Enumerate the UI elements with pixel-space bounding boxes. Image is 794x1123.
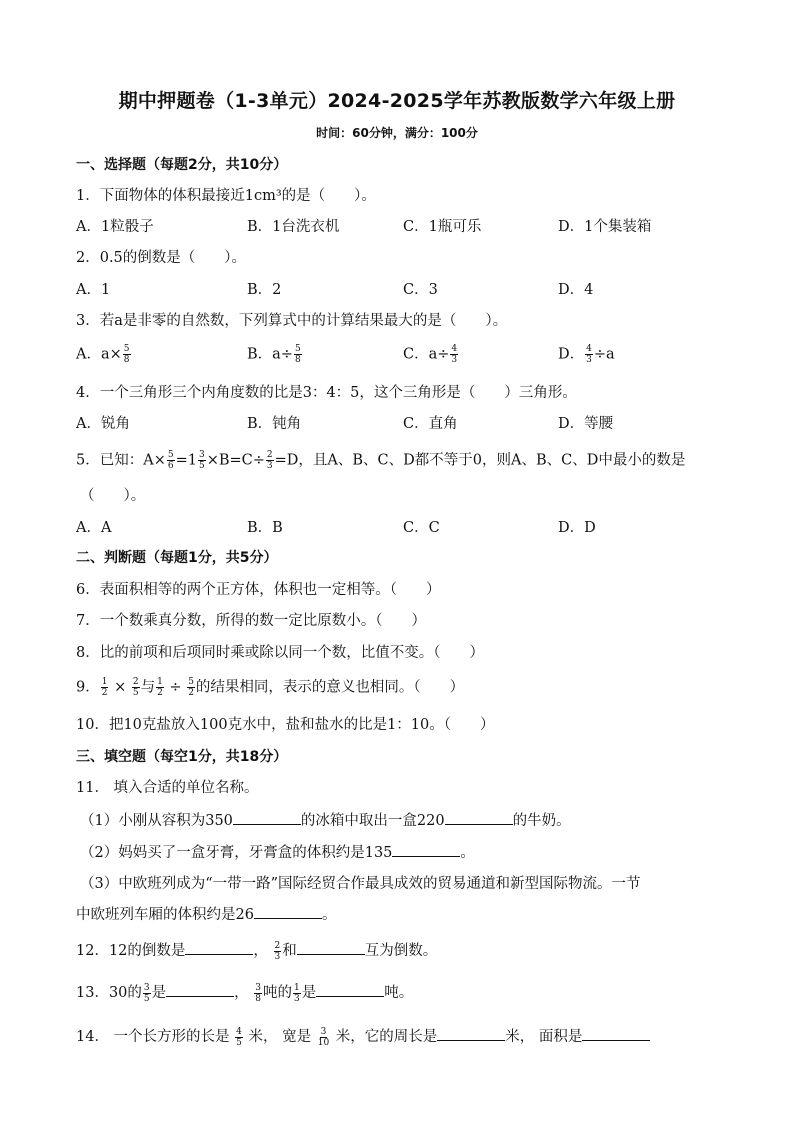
fraction: $\frac{4}{3}$	[451, 344, 458, 365]
question-11-part-2: （2）妈妈买了一盒牙膏，牙膏盒的体积约是135 。	[80, 842, 475, 863]
q2-option-a: A．1	[76, 282, 111, 298]
answer-blank[interactable]	[316, 982, 384, 997]
page-title: 期中押题卷（1-3单元）2024-2025学年苏教版数学六年级上册	[118, 90, 676, 112]
question-8: 8．比的前项和后项同时乘或除以同一个数，比值不变。（ ）	[76, 645, 484, 661]
question-5-cont: （ ）。	[80, 488, 146, 504]
fraction: $\frac{3}{10}$	[317, 1026, 330, 1048]
question-3: 3．若a是非零的自然数，下列算式中的计算结果最大的是（ ）。	[76, 313, 508, 329]
fraction: $\frac{5}{8}$	[123, 344, 130, 365]
q3-option-c: C．a÷ $\frac{4}{3}$	[403, 344, 458, 365]
question-11-part-3: （3）中欧班列成为“一带一路”国际经贸合作最具成效的贸易通道和新型国际物流。一节	[80, 876, 641, 892]
fraction: $\frac{1}{2}$	[157, 677, 163, 698]
question-1: 1．下面物体的体积最接近1cm³的是（ ）。	[76, 188, 376, 204]
fraction: $\frac{3}{5}$	[143, 982, 150, 1004]
section-heading-fill: 三、填空题（每空1分，共18分）	[76, 749, 288, 765]
question-9: 9． $\frac{1}{2}$ × $\frac{2}{5}$ 与 $\frac{1}{2}$ ÷ $\frac{5}{2}$ 的结果相同，表示的意义也相同。（ ）	[76, 677, 465, 698]
fraction: $\frac{2}{5}$	[132, 677, 139, 698]
question-6: 6．表面积相等的两个正方体，体积也一定相等。（ ）	[76, 582, 441, 598]
answer-blank[interactable]	[254, 904, 322, 919]
answer-blank[interactable]	[297, 940, 365, 955]
question-11: 11． 填入合适的单位名称。	[76, 780, 259, 796]
q4-option-c: C．直角	[403, 416, 458, 432]
fraction: $\frac{3}{5}$	[198, 450, 205, 471]
q3-option-d: D． $\frac{4}{3}$ ÷a	[558, 344, 615, 365]
q1-option-c: C．1瓶可乐	[403, 219, 482, 235]
q3-option-b: B．a÷ $\frac{5}{8}$	[247, 344, 301, 365]
fraction: $\frac{3}{8}$	[255, 982, 261, 1004]
q5-option-a: A．A	[76, 520, 112, 536]
fraction: $\frac{2}{3}$	[266, 450, 273, 471]
q1-option-a: A．1粒骰子	[76, 219, 154, 235]
q5-option-c: C．C	[403, 520, 440, 536]
answer-blank[interactable]	[233, 810, 301, 825]
answer-blank[interactable]	[185, 940, 253, 955]
fraction: $\frac{2}{3}$	[274, 940, 281, 962]
question-2: 2．0.5的倒数是（ ）。	[76, 250, 247, 266]
q5-option-d: D．D	[558, 520, 596, 536]
q4-option-d: D．等腰	[558, 416, 614, 432]
answer-blank[interactable]	[445, 810, 513, 825]
fraction: $\frac{5}{2}$	[188, 677, 194, 698]
question-11-part-3-cont: 中欧班列车厢的体积约是26 。	[76, 904, 336, 925]
q1-option-b: B．1台洗衣机	[247, 219, 340, 235]
section-heading-judge: 二、判断题（每题1分，共5分）	[76, 550, 278, 566]
fraction: $\frac{4}{3}$	[586, 344, 592, 365]
section-heading-choice: 一、选择题（每题2分，共10分）	[76, 157, 288, 173]
question-10: 10．把10克盐放入100克水中，盐和盐水的比是1：10。（ ）	[76, 717, 495, 733]
answer-blank[interactable]	[166, 982, 234, 997]
q2-option-d: D．4	[558, 282, 594, 298]
fraction: $\frac{4}{5}$	[236, 1026, 242, 1048]
question-4: 4．一个三角形三个内角度数的比是3：4：5，这个三角形是（ ）三角形。	[76, 385, 577, 401]
q5-option-b: B．B	[247, 520, 283, 536]
q3-option-a: A．a× $\frac{5}{8}$	[76, 344, 130, 365]
answer-blank[interactable]	[392, 842, 460, 857]
q1-option-d: D．1个集装箱	[558, 219, 652, 235]
question-11-part-1: （1）小刚从容积为350 的冰箱中取出一盒220 的牛奶。	[80, 810, 571, 831]
q2-option-c: C．3	[403, 282, 438, 298]
q4-option-b: B．钝角	[247, 416, 302, 432]
question-13: 13．30的 $\frac{3}{5}$ 是 ， $\frac{3}{8}$ 吨的 $\frac{1}{3}$ 是 吨。	[76, 982, 414, 1004]
exam-time-score: 时间：60分钟，满分：100分	[316, 126, 478, 140]
question-5: 5．已知：A× $\frac{5}{6}$ =1 $\frac{3}{5}$ ×B=C÷ $\frac{2}{3}$ =D，且A、B、C、D都不等于0，则A、B、C、D中最小的数是	[76, 450, 686, 471]
answer-blank[interactable]	[582, 1026, 650, 1041]
question-14: 14． 一个长方形的长是 $\frac{4}{5}$ 米， 宽是 $\frac{3}{10}$ 米，它的周长是 米， 面积是	[76, 1026, 650, 1048]
q2-option-b: B．2	[247, 282, 282, 298]
question-12: 12．12的倒数是 ， $\frac{2}{3}$ 和 互为倒数。	[76, 940, 438, 962]
fraction: $\frac{5}{8}$	[294, 344, 301, 365]
fraction: $\frac{5}{6}$	[167, 450, 174, 471]
fraction: $\frac{1}{2}$	[101, 677, 108, 698]
q4-option-a: A．锐角	[76, 416, 130, 432]
fraction: $\frac{1}{3}$	[293, 982, 300, 1004]
answer-blank[interactable]	[437, 1026, 505, 1041]
question-7: 7．一个数乘真分数，所得的数一定比原数小。（ ）	[76, 613, 426, 629]
